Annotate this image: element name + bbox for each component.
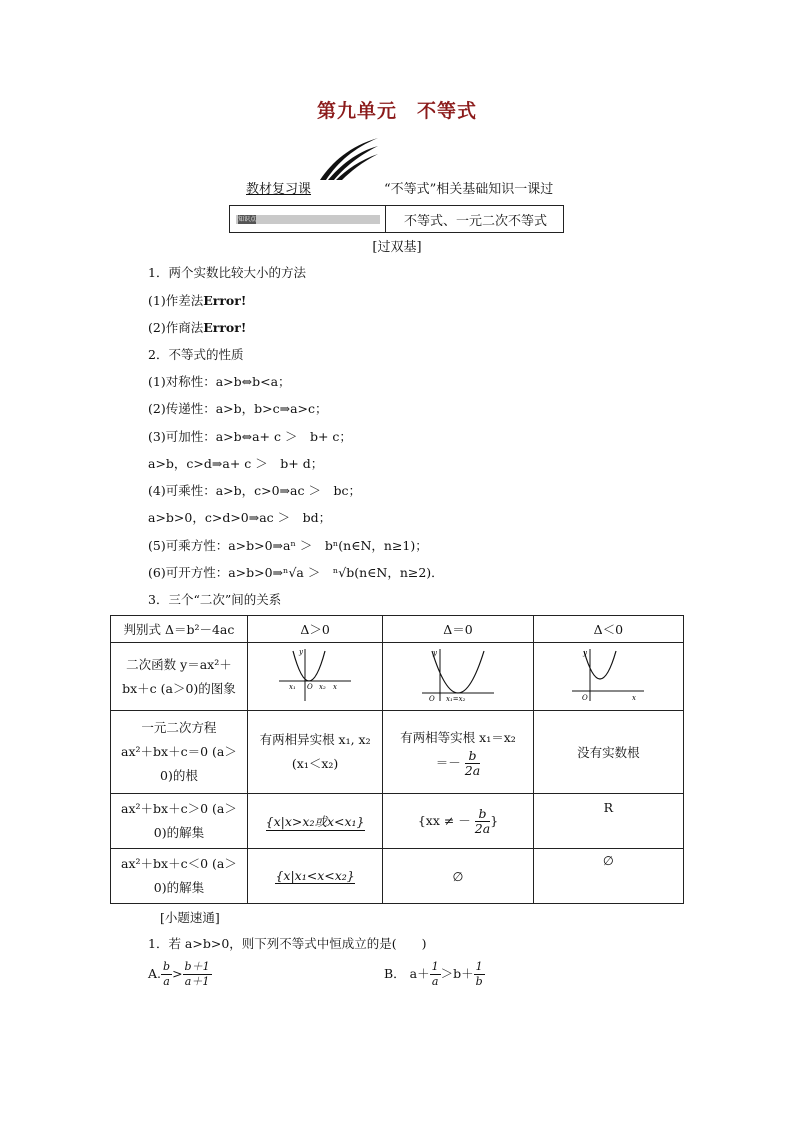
table-row <box>111 711 684 794</box>
table-header-cell: Δ＝0 <box>383 616 533 643</box>
graph-x-label: x <box>632 694 637 702</box>
knowledge-point-tag <box>236 215 380 232</box>
review-course-subtitle: “不等式”相关基础知识一课过 <box>384 182 554 197</box>
table-cell: R <box>533 794 683 849</box>
row-label <box>111 711 248 794</box>
row-label-line: 二次函数 y＝ax²＋ <box>126 656 232 672</box>
parabola-two-roots-graph <box>275 645 355 705</box>
graph-x12-label: x₁=x₂ <box>445 695 466 703</box>
graph-one-root <box>383 643 533 711</box>
quick-practice-label: [小题速通] <box>160 910 220 925</box>
error-text: Error! <box>203 293 247 308</box>
row-label <box>111 643 248 711</box>
fraction-denominator: 2a <box>464 762 481 778</box>
table-header-cell: Δ＜0 <box>533 616 683 643</box>
option-a <box>148 960 212 989</box>
row-label <box>111 849 248 904</box>
fraction <box>430 960 441 989</box>
fraction-numerator: b＋1 <box>184 960 210 973</box>
row-label-line: 0)的解集 <box>153 880 205 895</box>
graph-y-label: y <box>299 648 304 656</box>
error-text: Error! <box>203 320 247 335</box>
property-power: (5)可乘方性：a>b>0⇒aⁿ ＞ bⁿ(n∈N，n≥1)； <box>148 538 428 553</box>
fraction-numerator: b <box>475 807 490 822</box>
swoosh-decoration-icon <box>318 136 380 182</box>
table-cell <box>383 711 533 794</box>
question-1: 1．若 a>b>0，则下列不等式中恒成立的是( ) <box>148 936 427 951</box>
table-header-cell: 判别式 Δ＝b²－4ac <box>111 616 248 643</box>
table-cell: ∅ <box>533 849 683 904</box>
fraction-denominator: 2a <box>474 820 491 836</box>
table-header-cell: Δ＞0 <box>247 616 382 643</box>
solution-set-prefix: {xx ≠ － <box>417 812 471 828</box>
fraction-numerator: 1 <box>475 960 483 973</box>
section-2-title: 2．不等式的性质 <box>148 347 244 362</box>
knowledge-point-tag-label: 知识点一 <box>238 216 257 232</box>
section-1-title: 1．两个实数比较大小的方法 <box>148 265 306 280</box>
graph-x-label: x <box>333 683 338 691</box>
knowledge-point-box <box>229 205 564 233</box>
row-label-line: ax²＋bx＋c＜0 (a＞ <box>121 856 237 871</box>
cell-line: (x₁＜x₂) <box>291 756 339 771</box>
fraction <box>474 960 485 989</box>
page-title: 第九单元 不等式 <box>316 100 477 122</box>
knowledge-point-title: 不等式、一元二次不等式 <box>403 214 547 229</box>
fraction-prefix: ＝－ <box>435 754 461 770</box>
table-cell: ∅ <box>383 849 533 904</box>
fraction-denominator: a <box>431 975 439 988</box>
cell-fraction-line <box>383 749 532 778</box>
cell-line: 有两相异实根 x₁, x₂ <box>259 732 371 747</box>
parabola-no-root-graph <box>568 645 648 705</box>
fraction <box>465 749 480 778</box>
option-b-middle: ＞b＋ <box>440 966 474 981</box>
fraction-numerator: 1 <box>431 960 439 973</box>
s1-item-2 <box>148 318 246 336</box>
greater-than-sign: > <box>172 966 183 981</box>
s1-item-1 <box>148 291 246 309</box>
row-label-line: 0)的解集 <box>153 825 205 840</box>
option-b-label: B． a＋ <box>384 966 430 981</box>
row-label-line: 0)的根 <box>160 768 198 783</box>
solution-set: {x|x>x₂或x<x₁} <box>265 813 365 829</box>
graph-o-label: O <box>428 695 435 703</box>
solution-set: {x|x₁<x<x₂} <box>275 868 355 883</box>
option-b <box>384 960 485 989</box>
table-cell: 没有实数根 <box>533 711 683 794</box>
fraction <box>475 807 490 836</box>
fraction-denominator: a＋1 <box>184 975 210 988</box>
s1-item-2-label: (2)作商法 <box>148 320 204 335</box>
graph-x2-label: x₂ <box>319 683 326 691</box>
divider <box>385 206 386 232</box>
table-cell <box>247 849 382 904</box>
fraction-denominator: a <box>163 975 170 988</box>
review-course-label: 教材复习课 <box>246 182 312 197</box>
closing-brace: } <box>490 812 499 828</box>
property-additivity: (3)可加性：a>b⇔a+ c ＞ b+ c； <box>148 429 352 444</box>
section-3-title: 3．三个“二次”间的关系 <box>148 592 282 607</box>
row-label-line: 一元二次方程 <box>141 720 217 735</box>
fraction <box>161 960 172 989</box>
table-cell <box>247 794 382 849</box>
fraction-numerator: b <box>465 749 480 764</box>
row-label-line: bx＋c (a＞0)的图象 <box>122 680 236 696</box>
fraction-denominator: b <box>475 975 483 988</box>
s1-item-1-label: (1)作差法 <box>148 293 204 308</box>
property-multiplicativity: (4)可乘性：a>b，c>0⇒ac ＞ bc； <box>148 483 361 498</box>
cell-line: 有两相等实根 x₁＝x₂ <box>400 729 516 745</box>
table-row <box>111 643 684 711</box>
table-cell <box>383 794 533 849</box>
table-header-row <box>111 616 684 643</box>
graph-no-root <box>533 643 683 711</box>
parabola-one-root-graph <box>418 645 498 705</box>
table-cell <box>247 711 382 794</box>
graph-o-label: O <box>582 694 589 702</box>
property-root: (6)可开方性：a>b>0⇒ⁿ√a ＞ ⁿ√b(n∈N，n≥2)． <box>148 565 444 580</box>
quadratic-relations-table <box>110 615 684 904</box>
property-symmetry: (1)对称性：a>b⇔b<a； <box>148 374 291 389</box>
graph-y-label: y <box>583 649 588 657</box>
fraction <box>183 960 212 989</box>
graph-two-roots <box>247 643 382 711</box>
row-label-line: ax²＋bx＋c＞0 (a＞ <box>121 801 237 816</box>
graph-x1-label: x₁ <box>289 683 296 691</box>
table-row <box>111 849 684 904</box>
property-transitivity: (2)传递性：a>b，b>c⇒a>c； <box>148 401 328 416</box>
table-row <box>111 794 684 849</box>
property-multiplicativity-2: a>b>0，c>d>0⇒ac ＞ bd； <box>148 510 332 525</box>
fraction-numerator: b <box>163 960 171 973</box>
option-a-label: A. <box>148 966 162 981</box>
section-label: [过双基] <box>372 240 422 255</box>
graph-y-label: y <box>432 649 437 657</box>
graph-o-label: O <box>307 683 313 691</box>
row-label <box>111 794 248 849</box>
property-additivity-2: a>b，c>d⇒a+ c ＞ b+ d； <box>148 456 324 471</box>
row-label-line: ax²＋bx＋c＝0 (a＞ <box>121 744 237 759</box>
